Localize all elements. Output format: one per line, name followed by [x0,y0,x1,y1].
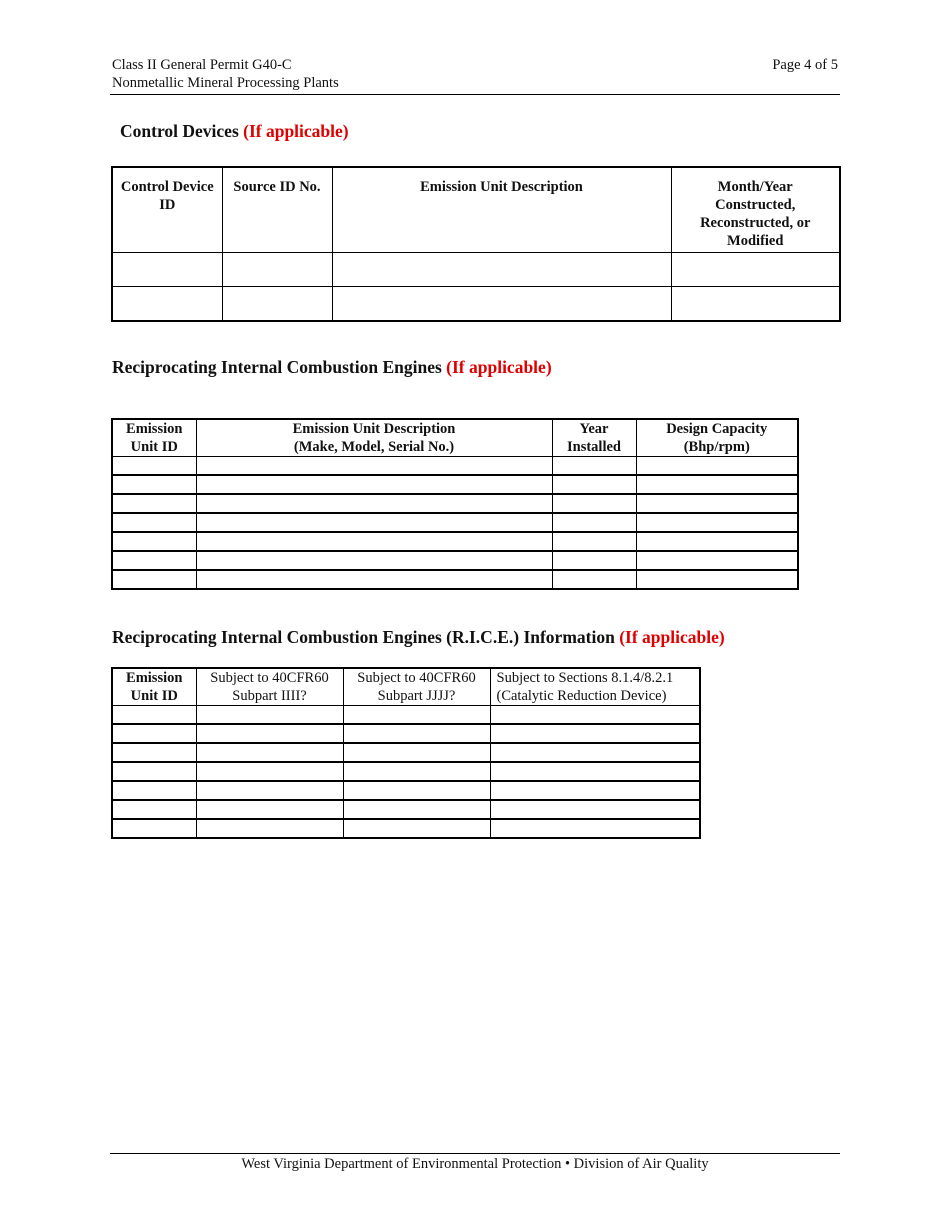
table-row [112,800,700,819]
table-row [112,513,798,532]
control-devices-table [111,166,841,322]
table-cell[interactable] [490,743,700,762]
table-row [112,287,840,322]
table-cell[interactable] [112,287,222,322]
table-row [112,743,700,762]
rice-applicable: (If applicable) [446,357,552,377]
table-cell[interactable] [343,819,490,838]
table-row [112,494,798,513]
table-cell[interactable] [196,551,552,570]
table-row [112,781,700,800]
table-cell[interactable] [636,457,798,476]
page-header-left [112,56,339,92]
col-emission-unit-id: Emission Unit ID [112,419,196,457]
table-cell[interactable] [196,743,343,762]
table-cell[interactable] [196,532,552,551]
table-cell[interactable] [332,287,671,322]
table-cell[interactable] [196,513,552,532]
table-cell[interactable] [112,494,196,513]
table-cell[interactable] [196,800,343,819]
table-cell[interactable] [332,253,671,287]
table-cell[interactable] [343,762,490,781]
table-cell[interactable] [552,570,636,589]
page-footer: West Virginia Department of Environmental Protection • Division of Air Quality [241,1156,709,1172]
table-cell[interactable] [490,706,700,725]
table-cell[interactable] [112,706,196,725]
table-row [112,457,798,476]
table-cell[interactable] [196,781,343,800]
table-cell[interactable] [112,819,196,838]
table-cell[interactable] [196,457,552,476]
rice-heading [112,357,552,378]
table-cell[interactable] [196,724,343,743]
table-cell[interactable] [196,570,552,589]
table-cell[interactable] [552,475,636,494]
table-cell[interactable] [636,475,798,494]
table-cell[interactable] [343,706,490,725]
table-cell[interactable] [490,781,700,800]
table-row [112,819,700,838]
col-catalytic-reduction: Subject to Sections 8.1.4/8.2.1 (Catalytic Reduction Device) [490,668,700,706]
table-header-row [112,668,700,706]
table-cell[interactable] [343,781,490,800]
table-cell[interactable] [636,551,798,570]
table-cell[interactable] [490,819,700,838]
table-cell[interactable] [552,532,636,551]
table-cell[interactable] [671,253,840,287]
table-header-row [112,167,840,253]
col-month-year: Month/Year Constructed, Reconstructed, or Modified [671,167,840,253]
footer-divider [110,1153,840,1154]
col-emission-unit-description: Emission Unit Description [332,167,671,253]
table-cell[interactable] [196,819,343,838]
rice-info-title: Reciprocating Internal Combustion Engines (R.I.C.E.) Information [112,627,615,647]
table-cell[interactable] [343,743,490,762]
table-cell[interactable] [112,743,196,762]
col-unit-description: Emission Unit Description (Make, Model, Serial No.) [196,419,552,457]
rice-info-rows [112,706,700,839]
table-row [112,475,798,494]
table-cell[interactable] [196,762,343,781]
table-cell[interactable] [490,800,700,819]
col-year-installed: Year Installed [552,419,636,457]
table-cell[interactable] [343,800,490,819]
table-row [112,570,798,589]
table-cell[interactable] [196,475,552,494]
table-cell[interactable] [112,532,196,551]
table-cell[interactable] [112,253,222,287]
table-cell[interactable] [636,513,798,532]
table-cell[interactable] [552,551,636,570]
table-cell[interactable] [636,570,798,589]
table-cell[interactable] [112,570,196,589]
table-cell[interactable] [552,457,636,476]
table-cell[interactable] [636,532,798,551]
rice-info-heading [112,627,725,648]
table-cell[interactable] [196,706,343,725]
control-devices-heading [120,121,349,142]
table-row [112,551,798,570]
col-design-capacity: Design Capacity (Bhp/rpm) [636,419,798,457]
permit-title: Class II General Permit G40-C [112,57,292,73]
col-subpart-jjjj: Subject to 40CFR60 Subpart JJJJ? [343,668,490,706]
table-cell[interactable] [112,457,196,476]
table-header-row [112,419,798,457]
rice-rows [112,457,798,590]
rice-table [111,418,799,590]
control-devices-applicable: (If applicable) [243,121,349,141]
control-devices-title: Control Devices [120,121,239,141]
table-cell[interactable] [112,781,196,800]
control-devices-rows [112,253,840,322]
col-emission-unit-id: Emission Unit ID [112,668,196,706]
col-control-device-id: Control Device ID [112,167,222,253]
table-cell[interactable] [222,287,332,322]
table-cell[interactable] [112,762,196,781]
col-subpart-iiii: Subject to 40CFR60 Subpart IIII? [196,668,343,706]
table-cell[interactable] [552,494,636,513]
table-row [112,532,798,551]
permit-subtitle: Nonmetallic Mineral Processing Plants [112,75,339,91]
table-cell[interactable] [112,513,196,532]
table-row [112,706,700,725]
table-cell[interactable] [112,800,196,819]
table-cell[interactable] [222,253,332,287]
table-cell[interactable] [552,513,636,532]
table-cell[interactable] [112,551,196,570]
table-row [112,724,700,743]
rice-info-applicable: (If applicable) [619,627,725,647]
table-cell[interactable] [196,494,552,513]
table-cell[interactable] [490,762,700,781]
rice-title: Reciprocating Internal Combustion Engines [112,357,442,377]
page-number: Page 4 of 5 [772,57,838,73]
table-cell[interactable] [343,724,490,743]
col-source-id: Source ID No. [222,167,332,253]
table-cell[interactable] [112,475,196,494]
header-divider [110,94,840,95]
table-cell[interactable] [671,287,840,322]
table-cell[interactable] [490,724,700,743]
table-row [112,762,700,781]
table-cell[interactable] [112,724,196,743]
table-cell[interactable] [636,494,798,513]
table-row [112,253,840,287]
rice-info-table [111,667,701,839]
